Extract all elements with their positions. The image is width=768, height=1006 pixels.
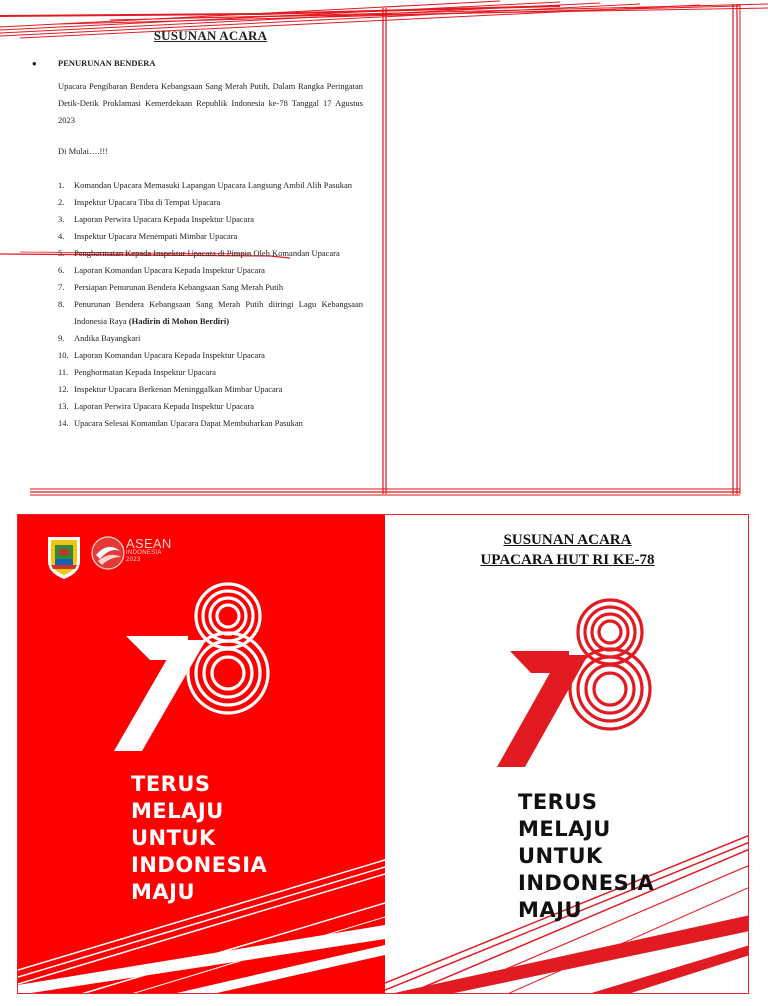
section-heading	[32, 56, 363, 71]
item-number: 7.	[58, 282, 65, 292]
agenda-item	[58, 347, 363, 364]
agenda-item	[58, 245, 363, 262]
cover-title: SUSUNAN ACARA	[503, 532, 632, 548]
front-cover	[385, 515, 749, 993]
item-number: 3.	[58, 214, 65, 224]
agenda-item	[58, 296, 363, 329]
item-text: Persiapan Penurunan Bendera Kebangsaan Sang Merah Putih	[74, 282, 284, 292]
item-text: Laporan Perwira Upacara Kepada Inspektur Upacara	[74, 214, 255, 224]
item-number: 8.	[58, 299, 65, 309]
item-number: 11.	[58, 366, 69, 377]
back-cover-tagline	[131, 771, 267, 906]
booklet-inner-page	[0, 0, 768, 500]
front-cover-tagline	[518, 789, 654, 924]
asean-sub-year: 2023	[126, 557, 141, 563]
hut-ri-78-logo	[497, 600, 650, 767]
item-text: Laporan Komandan Upacara Kepada Inspektur Upacara	[74, 265, 265, 275]
tagline-line: UNTUK	[131, 826, 216, 850]
item-text: Laporan Komandan Upacara Kepada Inspektur Upacara	[74, 349, 265, 360]
agenda-panel	[32, 28, 363, 432]
tagline-line: MELAJU	[131, 799, 224, 823]
item-number: 14.	[58, 417, 69, 428]
intro-paragraph: Upacara Pengibaran Bendera Kebangsaan Sang Merah Putih, Dalam Rangka Peringatan Detik-Detik Proklamasi Kemerdekaan Republik Indonesia ke-78 Tanggal 17 Agustus 2023	[58, 81, 363, 125]
tagline-line: UNTUK	[518, 844, 603, 868]
item-text: Andika Bayangkari	[74, 332, 141, 343]
item-text: Komandan Upacara Memasuki Lapangan Upacara Langsung Ambil Alih Pasukan	[74, 180, 353, 190]
back-cover	[18, 515, 385, 993]
item-text: Inspektur Upacara Tiba di Tempat Upacara	[74, 197, 221, 207]
agenda-list	[58, 177, 363, 431]
document-title: SUSUNAN ACARA	[153, 28, 268, 43]
item-number: 5.	[58, 248, 65, 258]
item-emphasis: (Hadirin di Mohon Berdiri)	[128, 315, 230, 326]
tagline-line: TERUS	[131, 772, 211, 796]
item-number: 2.	[58, 197, 65, 207]
agenda-item	[58, 228, 363, 245]
item-text: Penurunan Bendera Kebangsaan Sang Merah Putih diiringi Lagu Kebangsaan Indonesia Raya	[74, 299, 363, 326]
item-number: 13.	[58, 400, 69, 411]
asean-sub-country: INDONESIA	[126, 550, 162, 556]
hut-ri-78-logo	[114, 584, 268, 751]
agenda-item	[58, 211, 363, 228]
tagline-line: MAJU	[131, 880, 196, 904]
item-text: Laporan Perwira Upacara Kepada Inspektur Upacara	[74, 400, 255, 411]
back-cover-graphics	[18, 515, 385, 993]
item-number: 12.	[58, 383, 69, 394]
agenda-item	[58, 415, 363, 432]
item-number: 10.	[58, 349, 69, 360]
agenda-item	[58, 194, 363, 211]
asean-label: ASEAN	[126, 536, 172, 551]
booklet-cover-sheet	[17, 514, 749, 994]
agenda-item	[58, 364, 363, 381]
item-number: 4.	[58, 231, 65, 241]
item-text: Inspektur Upacara Menempati Mimbar Upacara	[74, 231, 238, 241]
bullet-icon: •	[32, 56, 37, 71]
agenda-item	[58, 177, 363, 194]
tagline-line: INDONESIA	[518, 871, 655, 895]
tagline-line: INDONESIA	[131, 853, 268, 877]
tagline-line: MELAJU	[518, 817, 611, 841]
agenda-item	[58, 262, 363, 279]
item-text: Penghormatan Kepada Inspektur Upacara	[74, 366, 216, 377]
asean-wordmark	[126, 537, 172, 564]
agenda-item	[58, 381, 363, 398]
agenda-item	[58, 330, 363, 347]
item-number: 1.	[58, 180, 65, 190]
item-text: Penghormatan Kepada Inspektur Upacara di Pimpin Oleh Komandan Upacara	[74, 248, 340, 258]
agenda-item	[58, 279, 363, 296]
asean-logo-icon	[92, 537, 124, 569]
item-text: Inspektur Upacara Berkenan Meninggalkan Mimbar Upacara	[74, 383, 283, 394]
item-text: Upacara Selesai Komandan Upacara Dapat Membubarkan Pasukan	[74, 417, 303, 428]
agenda-item	[58, 398, 363, 415]
item-number: 9.	[58, 332, 65, 343]
item-number: 6.	[58, 265, 65, 275]
section-heading-label: PENURUNAN BENDERA	[58, 58, 156, 68]
regional-emblem-icon	[48, 537, 80, 579]
tagline-line: TERUS	[518, 790, 598, 814]
start-line: Di Mulai….!!!	[58, 146, 109, 156]
cover-subtitle: UPACARA HUT RI KE-78	[480, 552, 655, 568]
tagline-line: MAJU	[518, 898, 583, 922]
